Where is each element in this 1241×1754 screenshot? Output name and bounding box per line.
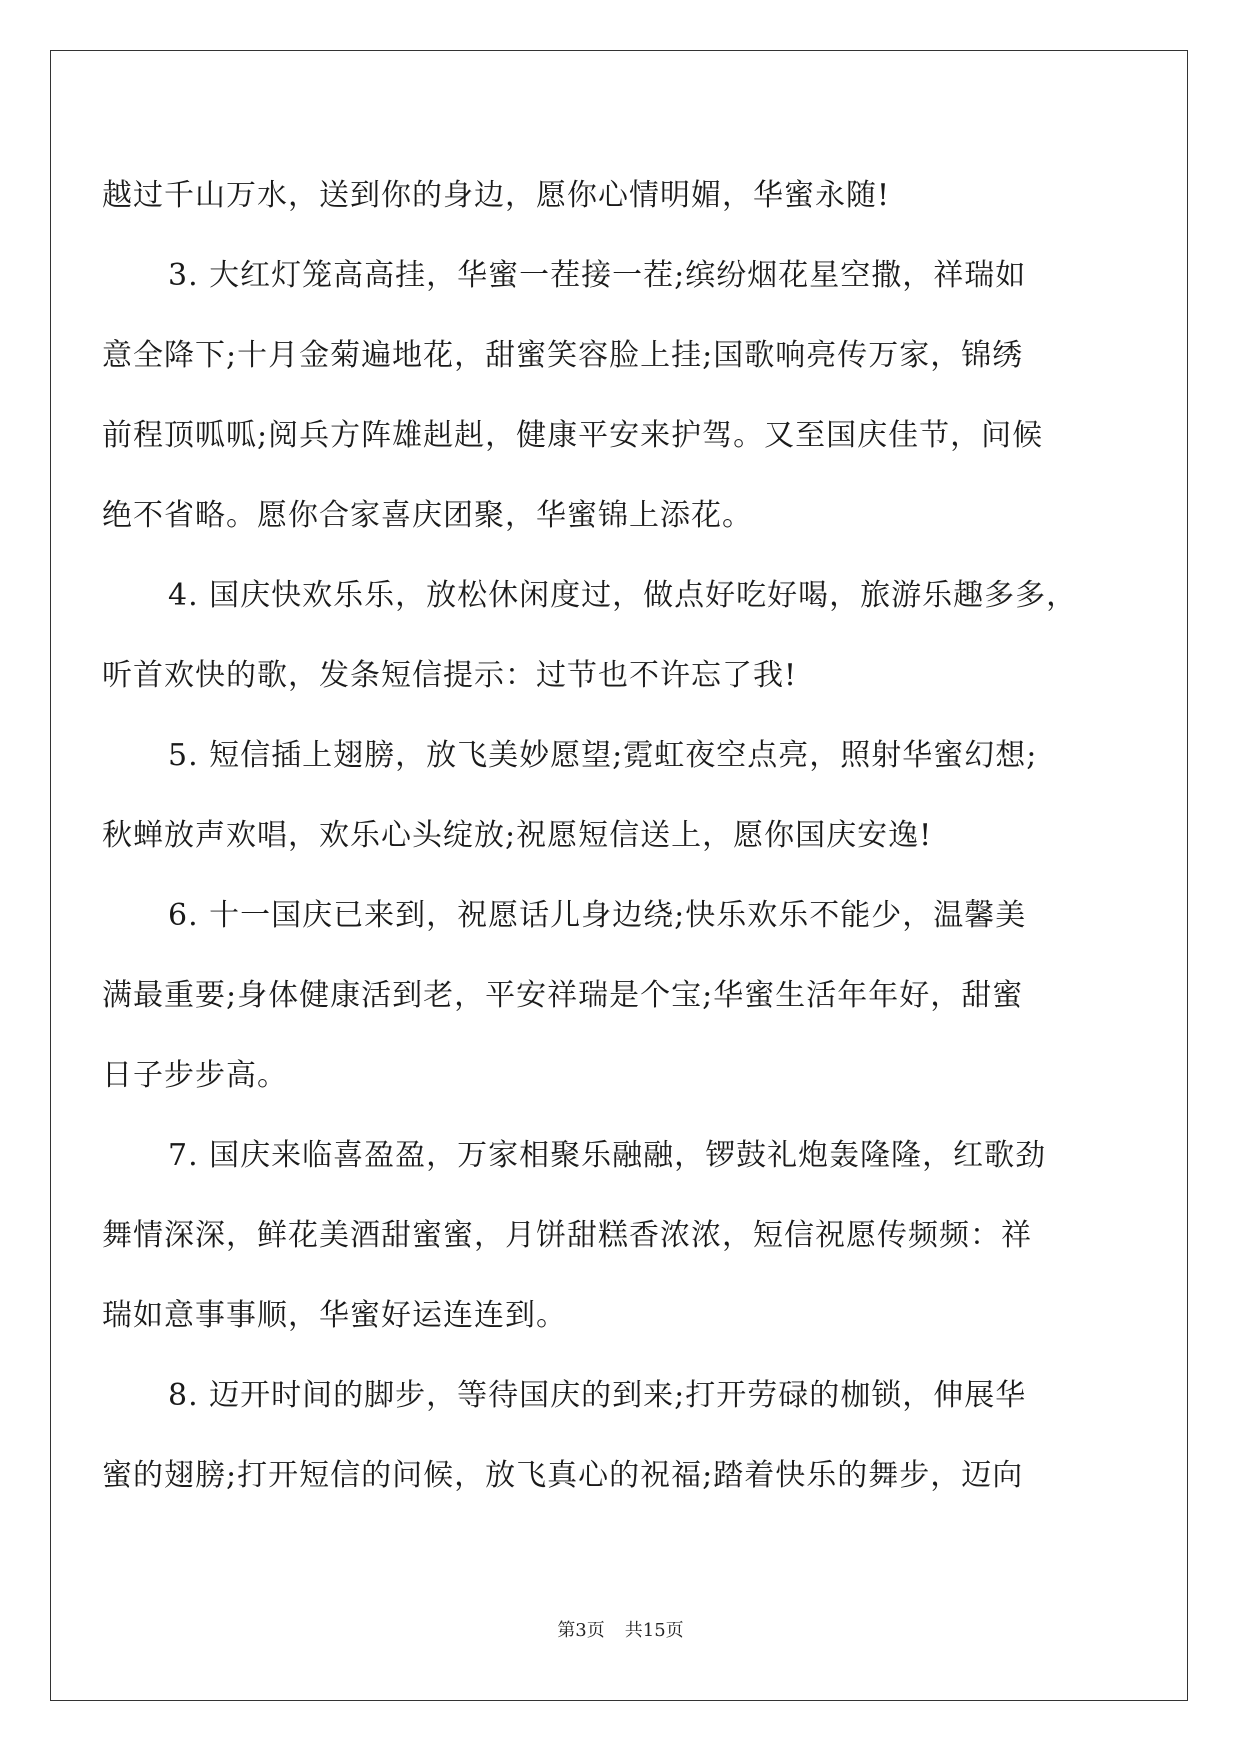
- text-line: 满最重要;身体健康活到老，平安祥瑞是个宝;华蜜生活年年好，甜蜜: [102, 978, 1024, 1013]
- page-total: 共15页: [624, 1620, 684, 1641]
- page-footer: [0, 1616, 1241, 1642]
- text-line: 前程顶呱呱;阅兵方阵雄赳赳，健康平安来护驾。又至国庆佳节，问候: [102, 418, 1044, 453]
- text-line: 听首欢快的歌，发条短信提示：过节也不许忘了我!: [102, 658, 798, 693]
- text-line: 4. 国庆快欢乐乐，放松休闲度过，做点好吃好喝，旅游乐趣多多，: [168, 578, 1078, 613]
- text-line: 5. 短信插上翅膀，放飞美妙愿望;霓虹夜空点亮，照射华蜜幻想;: [168, 738, 1038, 773]
- text-line: 蜜的翅膀;打开短信的问候，放飞真心的祝福;踏着快乐的舞步，迈向: [102, 1458, 1024, 1493]
- document-body: [102, 156, 1105, 1516]
- text-line: 秋蝉放声欢唱，欢乐心头绽放;祝愿短信送上，愿你国庆安逸!: [102, 818, 933, 853]
- text-line: 8. 迈开时间的脚步，等待国庆的到来;打开劳碌的枷锁，伸展华: [168, 1378, 1027, 1413]
- text-line: 3. 大红灯笼高高挂，华蜜一茬接一茬;缤纷烟花星空撒，祥瑞如: [168, 258, 1027, 293]
- page-number: 第3页: [557, 1620, 605, 1641]
- text-line: 6. 十一国庆已来到，祝愿话儿身边绕;快乐欢乐不能少，温馨美: [168, 898, 1027, 933]
- text-line: 7. 国庆来临喜盈盈，万家相聚乐融融，锣鼓礼炮轰隆隆，红歌劲: [168, 1138, 1047, 1173]
- text-line: 瑞如意事事顺，华蜜好运连连到。: [102, 1298, 567, 1333]
- text-line: 舞情深深，鲜花美酒甜蜜蜜，月饼甜糕香浓浓，短信祝愿传频频：祥: [102, 1218, 1032, 1253]
- text-line: 日子步步高。: [102, 1058, 288, 1093]
- text-line: 绝不省略。愿你合家喜庆团聚，华蜜锦上添花。: [102, 498, 753, 533]
- text-line: 意全降下;十月金菊遍地花，甜蜜笑容脸上挂;国歌响亮传万家，锦绣: [102, 338, 1024, 373]
- text-line: 越过千山万水，送到你的身边，愿你心情明媚，华蜜永随!: [102, 178, 891, 213]
